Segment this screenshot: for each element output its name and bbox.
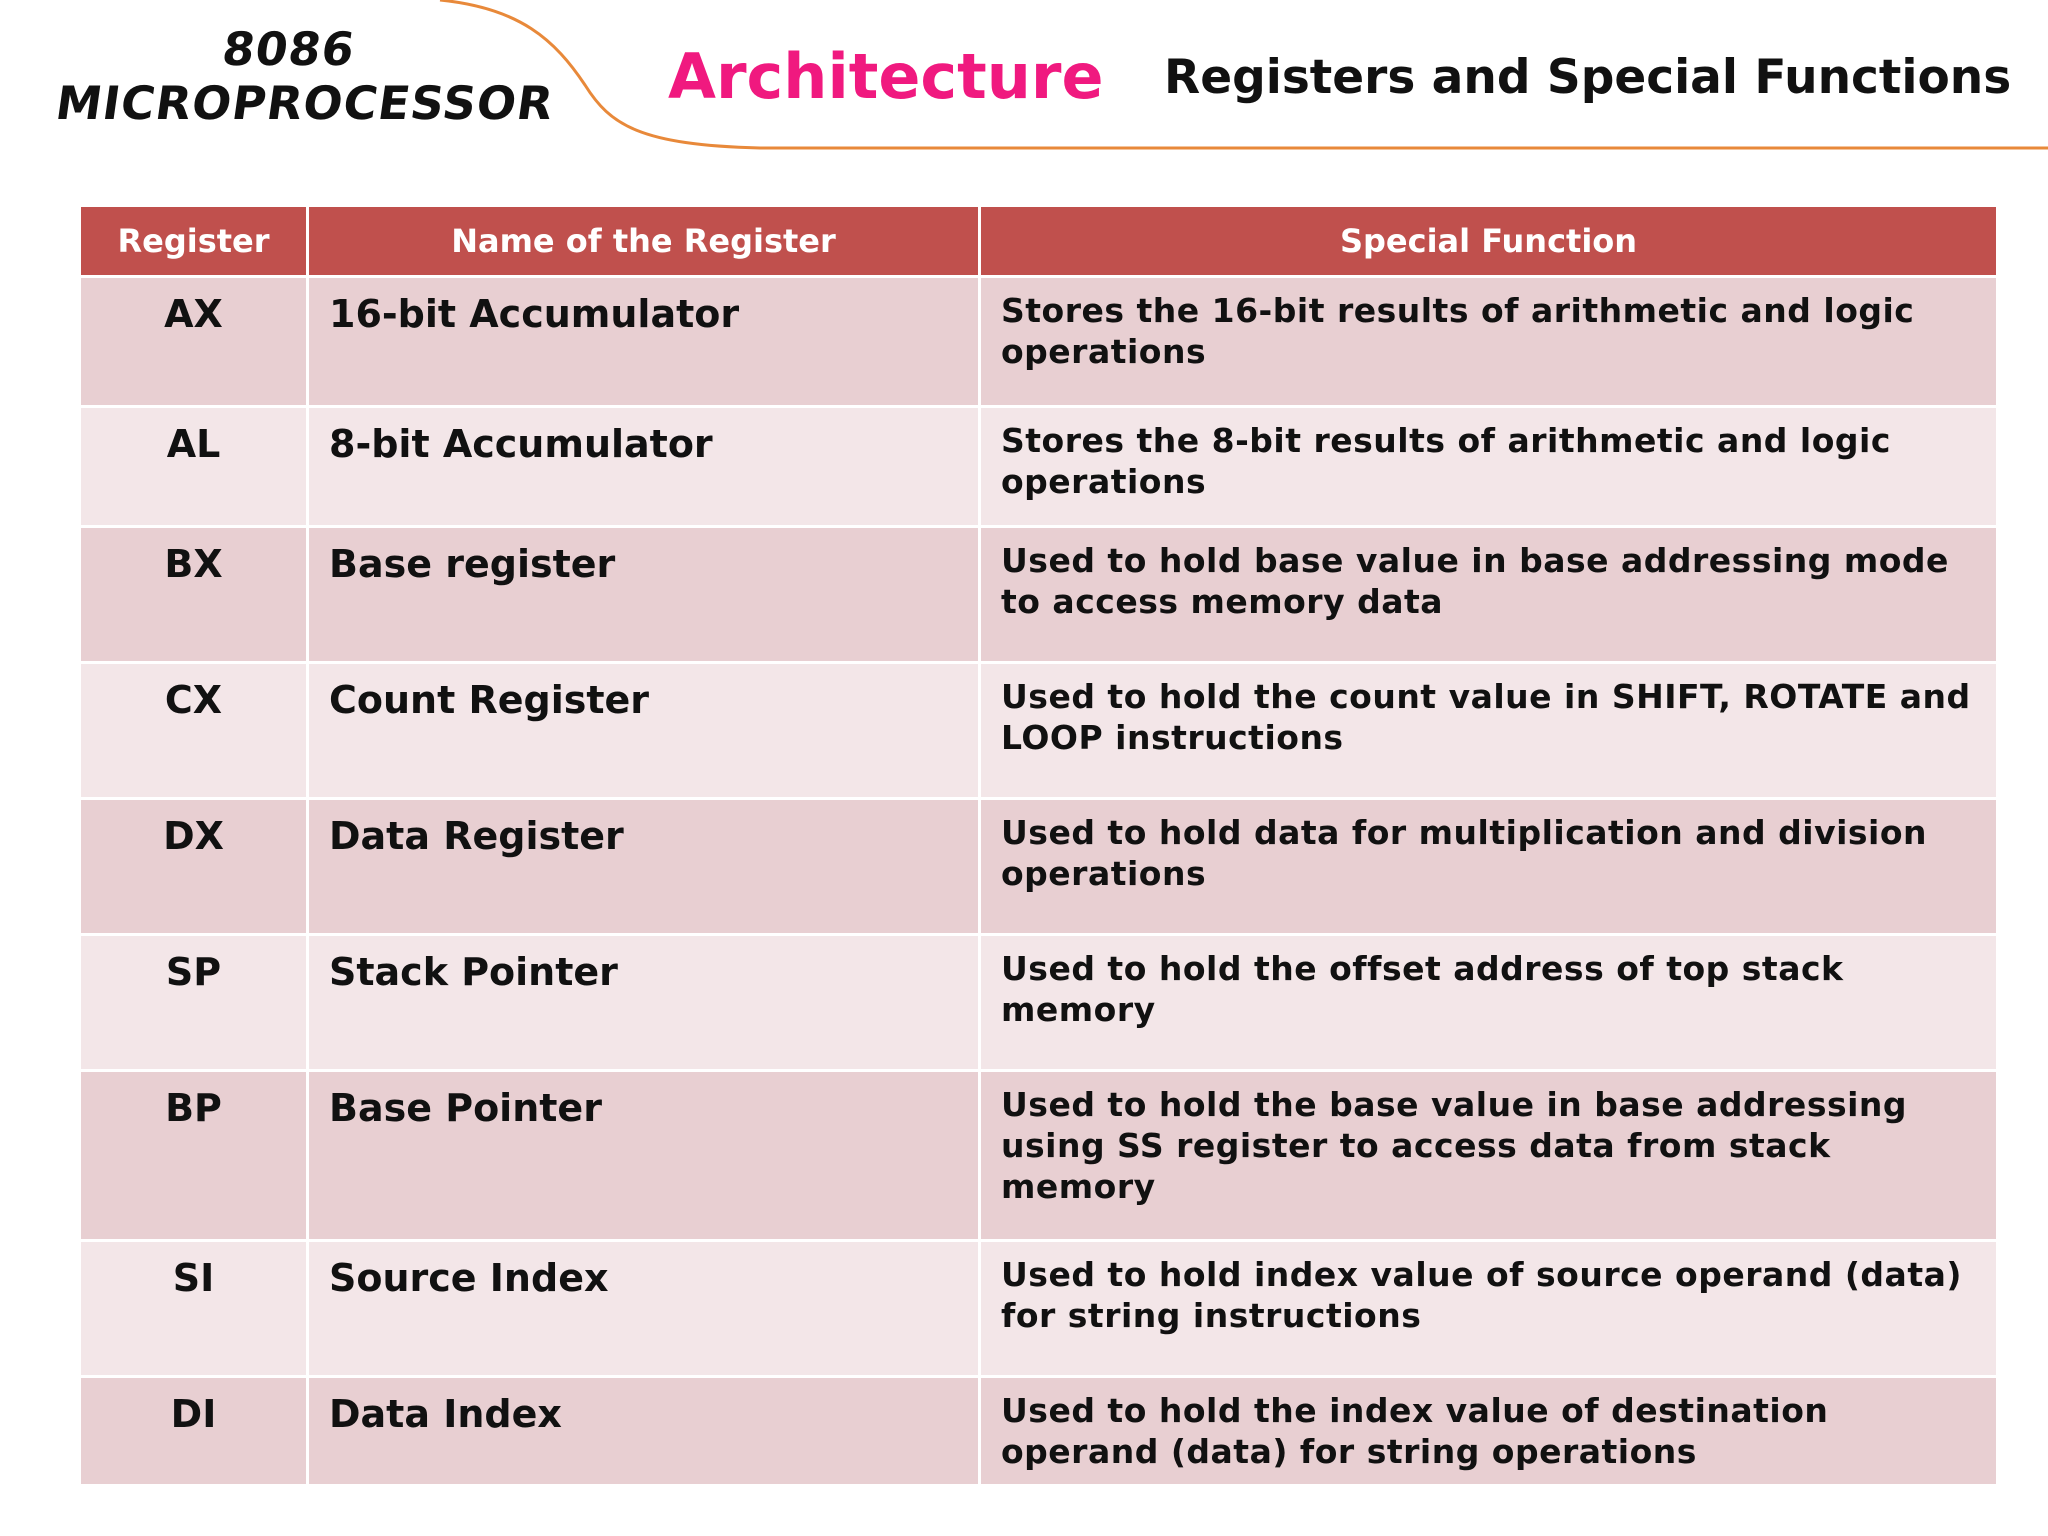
register-name-cell: 8-bit Accumulator [308, 407, 980, 527]
register-name-cell: Data Register [308, 799, 980, 935]
special-function-cell: Used to hold data for multiplication and division operations [980, 799, 1998, 935]
logo-line-2: MICROPROCESSOR [52, 76, 558, 130]
logo-title [52, 22, 558, 130]
register-cell: CX [80, 663, 308, 799]
special-function-cell: Used to hold the index value of destination operand (data) for string operations [980, 1377, 1998, 1486]
column-header-function: Special Function [980, 206, 1998, 277]
table-row [80, 1377, 1998, 1486]
table-row [80, 799, 1998, 935]
register-cell: SP [80, 935, 308, 1071]
table-row [80, 277, 1998, 407]
register-cell: AX [80, 277, 308, 407]
logo-line-1: 8086 [218, 22, 359, 76]
register-cell: BX [80, 527, 308, 663]
register-cell: DX [80, 799, 308, 935]
register-cell: SI [80, 1241, 308, 1377]
register-name-cell: Count Register [308, 663, 980, 799]
column-header-name: Name of the Register [308, 206, 980, 277]
registers-table [78, 204, 1999, 1487]
table-row [80, 527, 1998, 663]
register-name-cell: Data Index [308, 1377, 980, 1486]
table-row [80, 1071, 1998, 1241]
column-header-register: Register [80, 206, 308, 277]
table-header-row [80, 206, 1998, 277]
register-cell: DI [80, 1377, 308, 1486]
table-row [80, 663, 1998, 799]
register-name-cell: Source Index [308, 1241, 980, 1377]
special-function-cell: Used to hold the offset address of top stack memory [980, 935, 1998, 1071]
register-name-cell: 16-bit Accumulator [308, 277, 980, 407]
special-function-cell: Stores the 8-bit results of arithmetic and logic operations [980, 407, 1998, 527]
slide-subtitle: Registers and Special Functions [1164, 50, 2012, 105]
special-function-cell: Used to hold the count value in SHIFT, ROTATE and LOOP instructions [980, 663, 1998, 799]
special-function-cell: Stores the 16-bit results of arithmetic and logic operations [980, 277, 1998, 407]
special-function-cell: Used to hold the base value in base addressing using SS register to access data from stack memory [980, 1071, 1998, 1241]
section-title: Architecture [668, 40, 1104, 113]
register-name-cell: Base Pointer [308, 1071, 980, 1241]
register-name-cell: Stack Pointer [308, 935, 980, 1071]
table-row [80, 1241, 1998, 1377]
table-row [80, 935, 1998, 1071]
register-cell: AL [80, 407, 308, 527]
register-cell: BP [80, 1071, 308, 1241]
table-row [80, 407, 1998, 527]
special-function-cell: Used to hold index value of source operand (data) for string instructions [980, 1241, 1998, 1377]
register-name-cell: Base register [308, 527, 980, 663]
special-function-cell: Used to hold base value in base addressing mode to access memory data [980, 527, 1998, 663]
